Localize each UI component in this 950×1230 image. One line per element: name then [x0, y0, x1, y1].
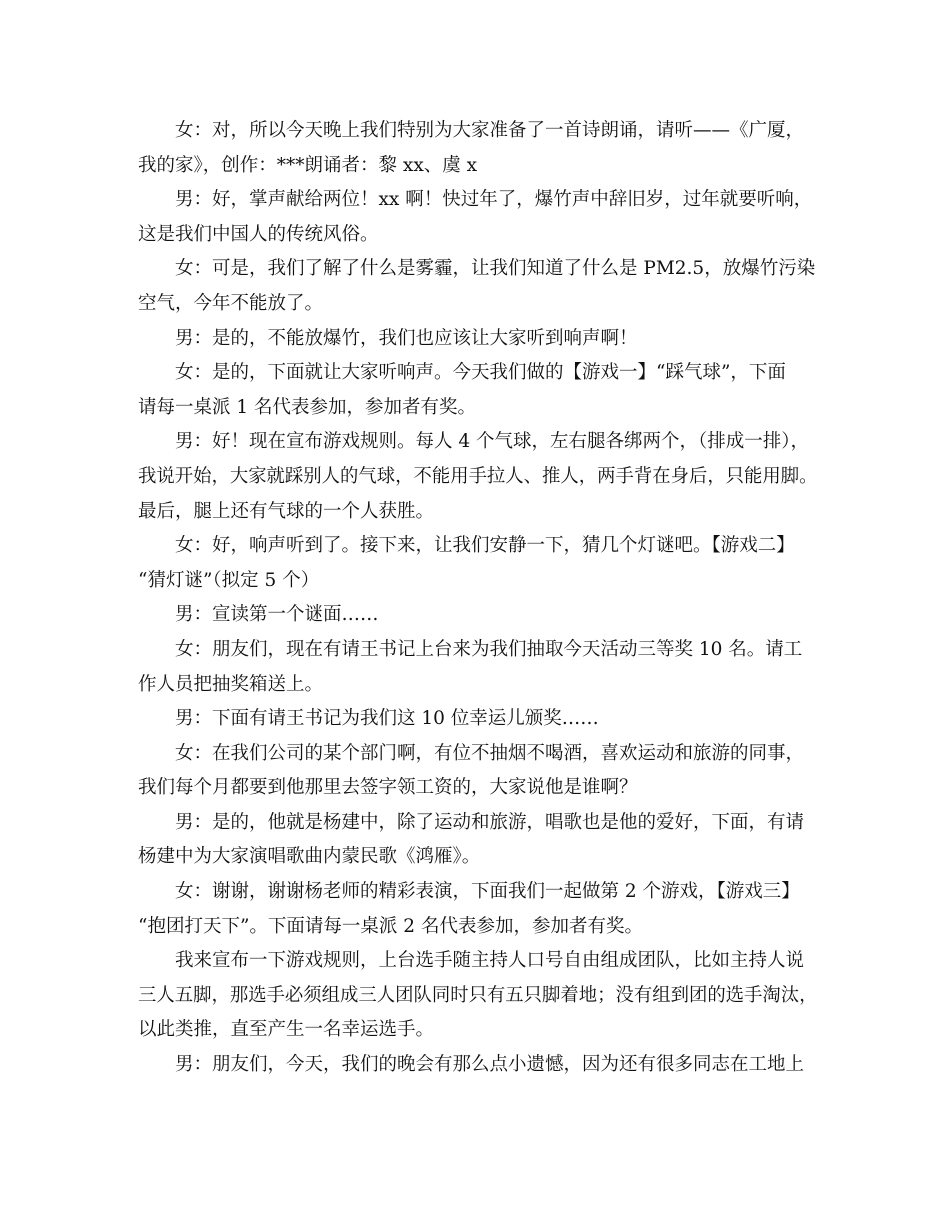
- text-line: 男：是的，不能放爆竹，我们也应该让大家听到响声啊！: [175, 327, 638, 349]
- text-line: 女：谢谢，谢谢杨老师的精彩表演，下面我们一起做第 2 个游戏，【游戏三】: [175, 881, 800, 903]
- text-line: 男：下面有请王书记为我们这 10 位幸运儿颁奖……: [175, 708, 599, 730]
- paragraph: [138, 702, 818, 737]
- text-line: 男：好，掌声献给两位！xx 啊！快过年了，爆竹声中辞旧岁，过年就要听响，: [175, 189, 813, 211]
- text-line: 我说开始，大家就踩别人的气球，不能用手拉人、推人，两手背在身后，只能用脚。: [138, 465, 818, 487]
- text-line: 最后，腿上还有气球的一个人获胜。: [138, 500, 435, 522]
- text-line: 女：是的，下面就让大家听响声。今天我们做的【游戏一】“踩气球”，下面: [175, 362, 786, 384]
- paragraph: [138, 737, 818, 806]
- text-line: 三人五脚，那选手必须组成三人团队同时只有五只脚着地；没有组到团的选手淘汰，: [138, 984, 818, 1006]
- text-line: 以此类推，直至产生一名幸运选手。: [138, 1019, 435, 1041]
- paragraph: [138, 875, 818, 944]
- paragraph: [138, 1048, 818, 1083]
- text-line: 我的家》，创作：***朗诵者：黎 xx、虞 x: [138, 154, 478, 176]
- text-line: 女：可是，我们了解了什么是雾霾，让我们知道了什么是 PM2.5，放爆竹污染: [175, 258, 816, 280]
- text-line: 这是我们中国人的传统风俗。: [138, 223, 379, 245]
- paragraph: [138, 529, 818, 598]
- text-line: 我们每个月都要到他那里去签字领工资的，大家说他是谁啊？: [138, 777, 638, 799]
- text-line: 女：朋友们，现在有请王书记上台来为我们抽取今天活动三等奖 10 名。请工: [175, 638, 803, 660]
- paragraph: [138, 633, 818, 702]
- text-line: 男：宣读第一个谜面……: [175, 604, 379, 626]
- text-line: 我来宣布一下游戏规则，上台选手随主持人口号自由组成团队，比如主持人说: [175, 950, 805, 972]
- paragraph: [138, 183, 818, 252]
- paragraph: [138, 252, 818, 321]
- text-line: 杨建中为大家演唱歌曲内蒙民歌《鸿雁》。: [138, 846, 481, 868]
- paragraph: [138, 425, 818, 529]
- text-line: 男：是的，他就是杨建中，除了运动和旅游，唱歌也是他的爱好，下面，有请: [175, 811, 805, 833]
- document-body: [138, 114, 818, 1083]
- text-line: 女：在我们公司的某个部门啊，有位不抽烟不喝酒，喜欢运动和旅游的同事，: [175, 742, 805, 764]
- paragraph: [138, 806, 818, 875]
- paragraph: [138, 114, 818, 183]
- text-line: “猜灯谜”（拟定 5 个）: [138, 569, 320, 591]
- text-line: 请每一桌派 1 名代表参加，参加者有奖。: [138, 396, 477, 418]
- paragraph: [138, 322, 818, 357]
- text-line: 空气，今年不能放了。: [138, 292, 324, 314]
- text-line: 女：好，响声听到了。接下来，让我们安静一下，猜几个灯谜吧。【游戏二】: [175, 535, 795, 557]
- paragraph: [138, 598, 818, 633]
- paragraph: [138, 944, 818, 1048]
- text-line: 作人员把抽奖箱送上。: [138, 673, 324, 695]
- text-line: 女：对，所以今天晚上我们特别为大家准备了一首诗朗诵，请听——《广厦，: [175, 120, 805, 141]
- text-line: 男：朋友们，今天，我们的晚会有那么点小遗憾，因为还有很多同志在工地上: [175, 1054, 805, 1076]
- text-line: 男：好！现在宣布游戏规则。每人 4 个气球，左右腿各绑两个，（排成一排），: [175, 431, 810, 453]
- text-line: “抱团打天下”。下面请每一桌派 2 名代表参加，参加者有奖。: [138, 915, 643, 937]
- paragraph: [138, 356, 818, 425]
